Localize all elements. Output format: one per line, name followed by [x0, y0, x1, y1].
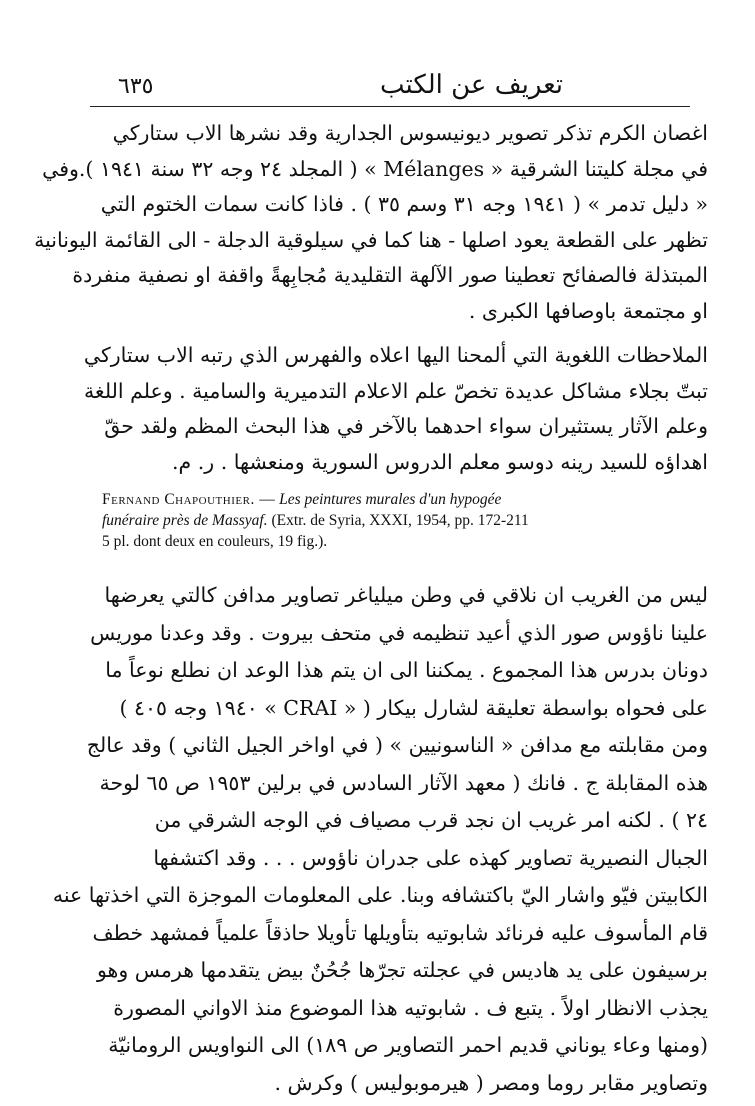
- text-line: علينا ناؤوس صور الذي أعيد تنظيمه في متحف بيروت . وقد وعدنا موريس: [90, 620, 708, 645]
- text-line-content: اهداؤه للسيد رينه دوسو معلم الدروس السورية ومنعشها .: [220, 449, 708, 474]
- running-title: تعريف عن الكتب: [380, 70, 563, 100]
- text-line: يجذب الانظار اولاً . يتبع ف . شابوتيه هذا الموضوع منذ الاواني المصورة: [113, 995, 708, 1020]
- biblio-line: [102, 489, 672, 510]
- biblio-source: (Extr. de Syria, XXXI, 1954, pp. 172-211: [271, 512, 529, 529]
- text-line: المبتذلة فالصفائح تعطينا صور الآلهة التقليدية مُجابِهةً واقفة او نصفية منفردة: [72, 263, 708, 287]
- text-line: هذه المقابلة ج . فانك ( معهد الآثار السادس في برلين ١٩٥٣ ص ٦٥ لوحة: [99, 770, 708, 795]
- biblio-line: 5 pl. dont deux en couleurs, 19 fig.).: [102, 533, 328, 550]
- text-line: تظهر على القطعة يعود اصلها - هنا كما في سيلوقية الدجلة - الى القائمة اليونانية: [34, 227, 708, 252]
- page-number: ٦٣٥: [118, 74, 154, 99]
- page-header: [90, 70, 665, 110]
- biblio-line: [102, 510, 672, 531]
- text-line: ومن مقابلته مع مدافن « الناسونيين » ( في اواخر الجيل الثاني ) وقد عالج: [86, 733, 708, 757]
- text-line: قام المأسوف عليه فرنائد شابوتيه بتأويلها تأويلا حاذقاً علمياً فمشهد خطف: [92, 920, 708, 945]
- review1-paragraph1: [34, 116, 708, 329]
- biblio-title-part1: Les peintures murales d'un hypogée: [279, 491, 502, 508]
- text-line: ٢٤ ) . لكنه امر غريب ان نجد قرب مصياف في الوجه الشرقي من: [154, 808, 708, 832]
- text-line: الكابيتن فيّو واشار اليّ باكتشافه وبنا. على المعلومات الموجزة التي اخذتها عنه: [52, 883, 708, 907]
- biblio-title-part2: funéraire près de Massyaf.: [102, 512, 268, 529]
- text-line: دونان بدرس هذا المجموع . يمكننا الى ان يتم هذا الوعد ان نطلع نوعاً ما: [105, 658, 708, 682]
- text-line: في مجلة كليتنا الشرقية « Mélanges » ( المجلد ٢٤ وجه ٣٢ سنة ١٩٤١ ).وفي: [42, 156, 708, 181]
- biblio-author: Fernand Chapouthier. —: [102, 491, 276, 508]
- header-rule: [90, 106, 690, 107]
- text-line: اغصان الكرم تذكر تصوير ديونيسوس الجدارية وقد نشرها الاب ستاركي: [112, 121, 708, 145]
- text-line: تبتّ بجلاء مشاكل عديدة تخصّ علم الاعلام التدميرية والسامية . وعلم اللغة: [83, 378, 708, 403]
- text-line: على فحواه بواسطة تعليقة لشارل بيكار ( « CRAI » ١٩٤٠ وجه ٤٠٥ ): [119, 695, 708, 720]
- reviewer-initials: ر. م.: [172, 449, 215, 474]
- text-line: « دليل تدمر » ( ١٩٤١ وجه ٣١ وسم ٣٥ ) . فاذا كانت سمات الختوم التي: [100, 192, 708, 216]
- bibliographic-entry: [102, 489, 672, 552]
- text-line: برسيفون على يد هاديس في عجلته تجرّها جُحُنٌ بيض يتقدمها هرمس وهو: [96, 958, 708, 982]
- review2-paragraph1: [52, 577, 708, 1102]
- text-line: الملاحظات اللغوية التي ألمحنا اليها اعلاه والفهرس الذي رتبه الاب ستاركي: [83, 343, 708, 367]
- text-line: ليس من الغريب ان نلاقي في وطن ميلياغر تصاوير مدافن كالتي يعرضها: [104, 583, 708, 607]
- text-line: وعلم الآثار يستثيران سواء احدهما بالآخر في هذا البحث المظم ولقد حقّ: [104, 414, 708, 438]
- text-line: [86, 445, 708, 481]
- text-line: الجبال النصيرية تصاوير كهذه على جدران ناؤوس . . . وقد اكتشفها: [153, 845, 708, 870]
- review1-paragraph2: [83, 338, 708, 480]
- text-line: (ومنها وعاء يوناني قديم احمر التصاوير ص ١٨٩) الى النواويس الرومانيّة: [108, 1033, 708, 1057]
- text-line: او مجتمعة باوصافها الكبرى .: [468, 298, 708, 323]
- text-line: وتصاوير مقابر روما ومصر ( هيرموبوليس ) وكرش .: [274, 1070, 708, 1095]
